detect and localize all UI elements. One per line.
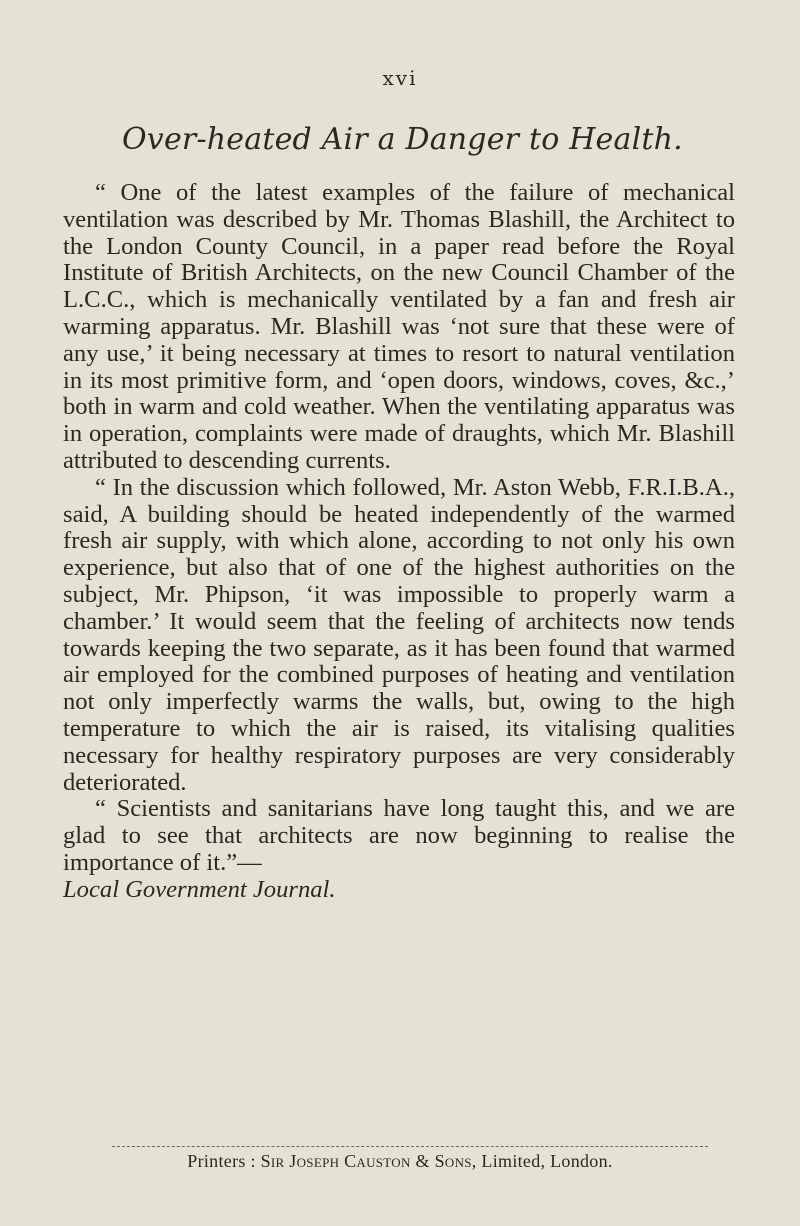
imprint-suffix: Limited, London. — [481, 1151, 613, 1171]
footer-divider — [112, 1146, 708, 1147]
article-body — [63, 180, 735, 904]
printer-imprint — [0, 1151, 800, 1172]
page-number: xvi — [382, 66, 418, 90]
source-citation: Local Government Journal. — [63, 875, 336, 903]
paragraph-text: “ Scientists and sanitarians have long taught this, and we are glad to see that architects are now beginning to realise the importance of it.”— — [63, 795, 735, 876]
imprint-prefix: Printers : — [187, 1151, 256, 1171]
paragraph — [63, 796, 735, 903]
printer-name: Sir Joseph Causton & Sons, — [260, 1151, 477, 1171]
article-title: Over-heated Air a Danger to Health. — [122, 122, 683, 157]
paragraph: “ In the discussion which followed, Mr. Aston Webb, F.R.I.B.A., said, A building should be heated independently of the warmed fresh air supply, with which alone, according to not only his own experience, but also that of one of the highest authorities on the subject, Mr. Phipson, ‘it was impossible to properly warm a chamber.’ It would seem that the feeling of architects now tends towards keeping the two separate, as it has been found that warmed air employed for the combined purposes of heating and ventilation not only imperfectly warms the walls, but, owing to the high temperature to which the air is raised, its vitalising qualities necessary for healthy respiratory purposes are very considerably deteriorated. — [63, 473, 735, 796]
paragraph: “ One of the latest examples of the failure of mechanical ventilation was described by Mr. Thomas Blashill, the Architect to the London County Council, in a paper read before the Royal Institute of British Architects, on the new Council Chamber of the L.C.C., which is mechanically ventilated by a fan and fresh air warming apparatus. Mr. Blashill was ‘not sure that these were of any use,’ it being necessary at times to resort to natural ventilation in its most primitive form, and ‘open doors, windows, coves, &c.,’ both in warm and cold weather. When the ventilating apparatus was in operation, complaints were made of draughts, which Mr. Blashill attributed to descending currents. — [63, 179, 735, 474]
